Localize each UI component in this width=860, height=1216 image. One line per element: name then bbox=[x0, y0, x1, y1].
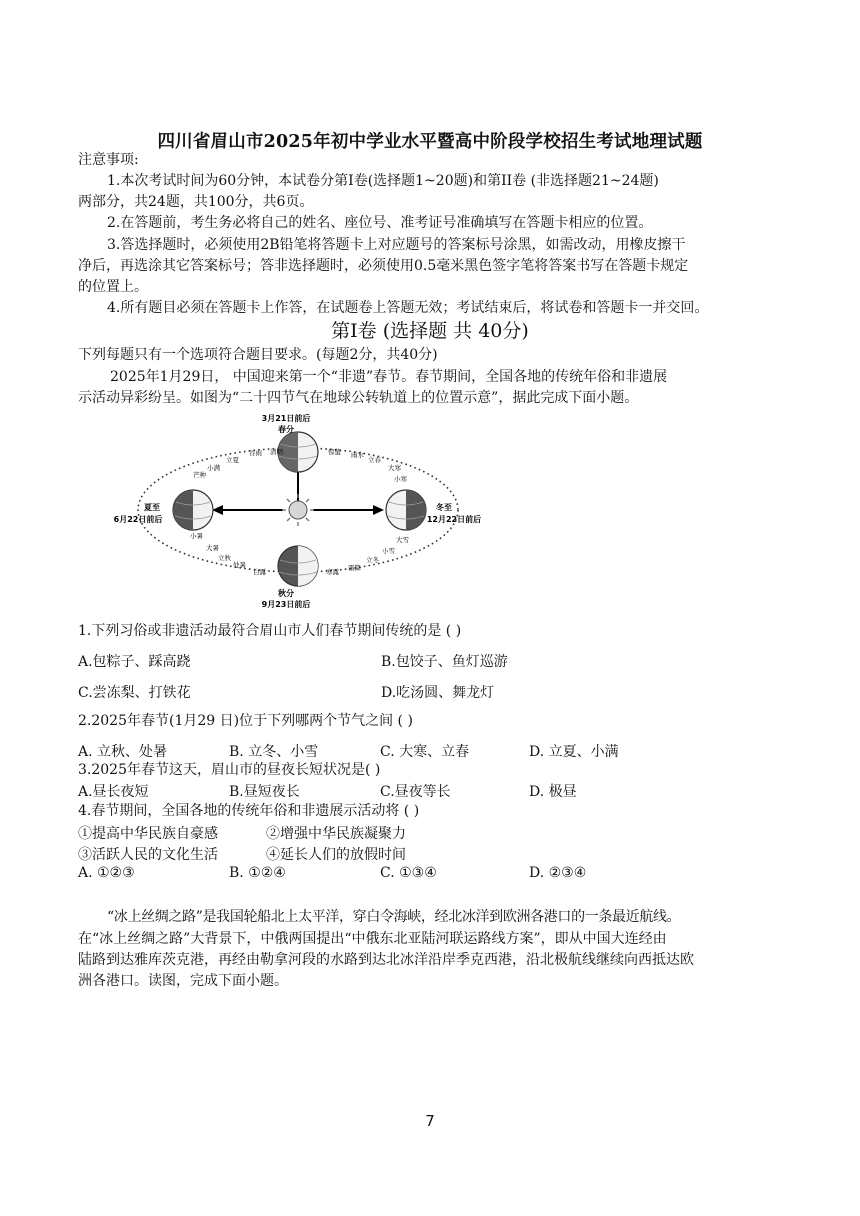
question-3-option-a[interactable]: A.昼长夜短 bbox=[78, 784, 149, 800]
question-2-option-c[interactable]: C. 大寒、立春 bbox=[380, 744, 470, 760]
notice-item-2: 2.在答题前，考生务必将自己的姓名、座位号、准考证号准确填写在答题卡相应的位置。 bbox=[107, 215, 653, 231]
earth-winter-icon bbox=[386, 490, 426, 530]
term-label: 雨水 bbox=[351, 451, 364, 459]
arrow-head-icon bbox=[212, 505, 223, 515]
passage-2-line-3: 陆路到达雅库茨克港，再经由勒拿河段的水路到达北冰洋沿岸季克西港，沿北极航线继续向西抵达欧 bbox=[78, 952, 694, 968]
term-label: 小雪 bbox=[382, 547, 395, 555]
question-4-option-a[interactable]: A. ①②③ bbox=[78, 865, 135, 881]
question-1-stem: 1.下列习俗或非遗活动最符合眉山市人们春节期间传统的是 ( ) bbox=[78, 623, 462, 639]
question-2-stem: 2.2025年春节(1月29 日)位于下列哪两个节气之间 ( ) bbox=[78, 713, 413, 729]
notice-item-3-cont2: 的位置上。 bbox=[78, 279, 148, 295]
term-label: 立秋 bbox=[218, 554, 231, 562]
spring-equinox-label: 春分 bbox=[278, 425, 294, 434]
question-4-stem: 4.春节期间，全国各地的传统年俗和非遗展示活动将 ( ) bbox=[78, 803, 420, 819]
question-3-option-b[interactable]: B.昼短夜长 bbox=[229, 784, 300, 800]
term-label: 小满 bbox=[207, 464, 220, 472]
term-label: 霜降 bbox=[348, 564, 361, 572]
question-1-option-a[interactable]: A.包粽子、踩高跷 bbox=[78, 654, 191, 670]
question-3-stem: 3.2025年春节这天，眉山市的昼夜长短状况是( ) bbox=[78, 762, 381, 778]
earth-autumn-icon bbox=[278, 546, 318, 586]
passage-1-line-1: 2025年1月29日， 中国迎来第一个“非遗”春节。春节期间，全国各地的传统年俗和非遗展 bbox=[110, 369, 668, 385]
question-1-option-c[interactable]: C.尝冻梨、打铁花 bbox=[78, 685, 191, 701]
term-label: 大雪 bbox=[396, 536, 409, 544]
term-label: 白露 bbox=[253, 568, 266, 576]
question-4-option-b[interactable]: B. ①②④ bbox=[229, 865, 286, 881]
autumn-equinox-date: 9月23日前后 bbox=[261, 600, 311, 609]
question-3-option-c[interactable]: C.昼夜等长 bbox=[380, 784, 451, 800]
question-4-statement-4: ④延长人们的放假时间 bbox=[266, 847, 406, 863]
autumn-equinox-label: 秋分 bbox=[278, 589, 294, 598]
question-2-option-d[interactable]: D. 立夏、小满 bbox=[529, 744, 619, 760]
term-label: 小暑 bbox=[190, 532, 203, 540]
solar-terms-orbit-diagram bbox=[108, 410, 503, 615]
term-label: 寒露 bbox=[326, 568, 339, 576]
notice-heading: 注意事项: bbox=[78, 152, 139, 168]
question-2-option-b[interactable]: B. 立冬、小雪 bbox=[229, 744, 319, 760]
notice-item-1-cont: 两部分，共24题，共100分，共6页。 bbox=[78, 194, 314, 210]
arrow-head-icon bbox=[373, 505, 384, 515]
question-1-option-d[interactable]: D.吃汤圆、舞龙灯 bbox=[381, 685, 495, 701]
term-label: 立春 bbox=[368, 456, 381, 464]
page-title: 四川省眉山市2025年初中学业水平暨高中阶段学校招生考试地理试题 bbox=[157, 132, 703, 152]
earth-summer-icon bbox=[173, 490, 213, 530]
term-label: 芒种 bbox=[193, 471, 206, 479]
summer-solstice-date: 6月22日前后 bbox=[113, 515, 163, 524]
term-label: 清明 bbox=[270, 448, 283, 456]
earth-spring-icon bbox=[278, 432, 318, 472]
page-number: 7 bbox=[425, 1112, 435, 1130]
passage-2-line-2: 在“冰上丝绸之路”大背景下，中俄两国提出“中俄东北亚陆河联运路线方案”，即从中国大连经由 bbox=[78, 931, 667, 947]
term-label: 立夏 bbox=[226, 456, 239, 464]
question-4-statement-3: ③活跃人民的文化生活 bbox=[78, 847, 218, 863]
section-title: 第Ⅰ卷 (选择题 共 40分) bbox=[331, 320, 529, 342]
term-label: 大暑 bbox=[206, 544, 219, 552]
notice-item-1: 1.本次考试时间为60分钟，本试卷分第Ⅰ卷(选择题1~20题)和第II卷 (非选择题21~24题) bbox=[107, 173, 659, 189]
notice-item-3-cont1: 净后，再选涂其它答案标号；答非选择题时，必须使用0.5毫米黑色签字笔将答案书写在答题卡规定 bbox=[78, 258, 689, 274]
passage-1-line-2: 示活动异彩纷呈。如图为“二十四节气在地球公转轨道上的位置示意”，据此完成下面小题。 bbox=[78, 390, 639, 406]
notice-item-3: 3.答选择题时，必须使用2B铅笔将答题卡上对应题号的答案标号涂黑，如需改动，用橡皮擦干 bbox=[107, 237, 686, 253]
passage-2-line-4: 洲各港口。读图，完成下面小题。 bbox=[78, 973, 288, 989]
term-label: 大寒 bbox=[388, 464, 401, 472]
question-4-statement-2: ②增强中华民族凝聚力 bbox=[266, 826, 406, 842]
summer-solstice-label: 夏至 bbox=[144, 503, 160, 512]
spring-equinox-date: 3月21日前后 bbox=[261, 414, 311, 423]
question-1-option-b[interactable]: B.包饺子、鱼灯巡游 bbox=[381, 654, 508, 670]
term-label: 立冬 bbox=[366, 556, 379, 564]
term-label: 惊蛰 bbox=[328, 448, 341, 456]
passage-2-line-1: “冰上丝绸之路”是我国轮船北上太平洋，穿白令海峡，经北冰洋到欧洲各港口的一条最近航线。 bbox=[107, 909, 681, 925]
question-2-option-a[interactable]: A. 立秋、处暑 bbox=[78, 744, 168, 760]
term-label: 小寒 bbox=[394, 475, 407, 483]
winter-solstice-label: 冬至 bbox=[436, 503, 452, 512]
question-4-option-d[interactable]: D. ②③④ bbox=[529, 865, 587, 881]
question-4-option-c[interactable]: C. ①③④ bbox=[380, 865, 437, 881]
term-label: 谷雨 bbox=[249, 449, 262, 457]
question-3-option-d[interactable]: D. 极昼 bbox=[529, 784, 577, 800]
winter-solstice-date: 12月22日前后 bbox=[426, 515, 482, 524]
section-instruction: 下列每题只有一个选项符合题目要求。(每题2分，共40分) bbox=[78, 347, 438, 363]
term-label: 处暑 bbox=[233, 561, 246, 569]
notice-item-4: 4.所有题目必须在答题卡上作答，在试题卷上答题无效；考试结束后，将试卷和答题卡一并交回。 bbox=[107, 300, 709, 316]
question-4-statement-1: ①提高中华民族自豪感 bbox=[78, 826, 218, 842]
